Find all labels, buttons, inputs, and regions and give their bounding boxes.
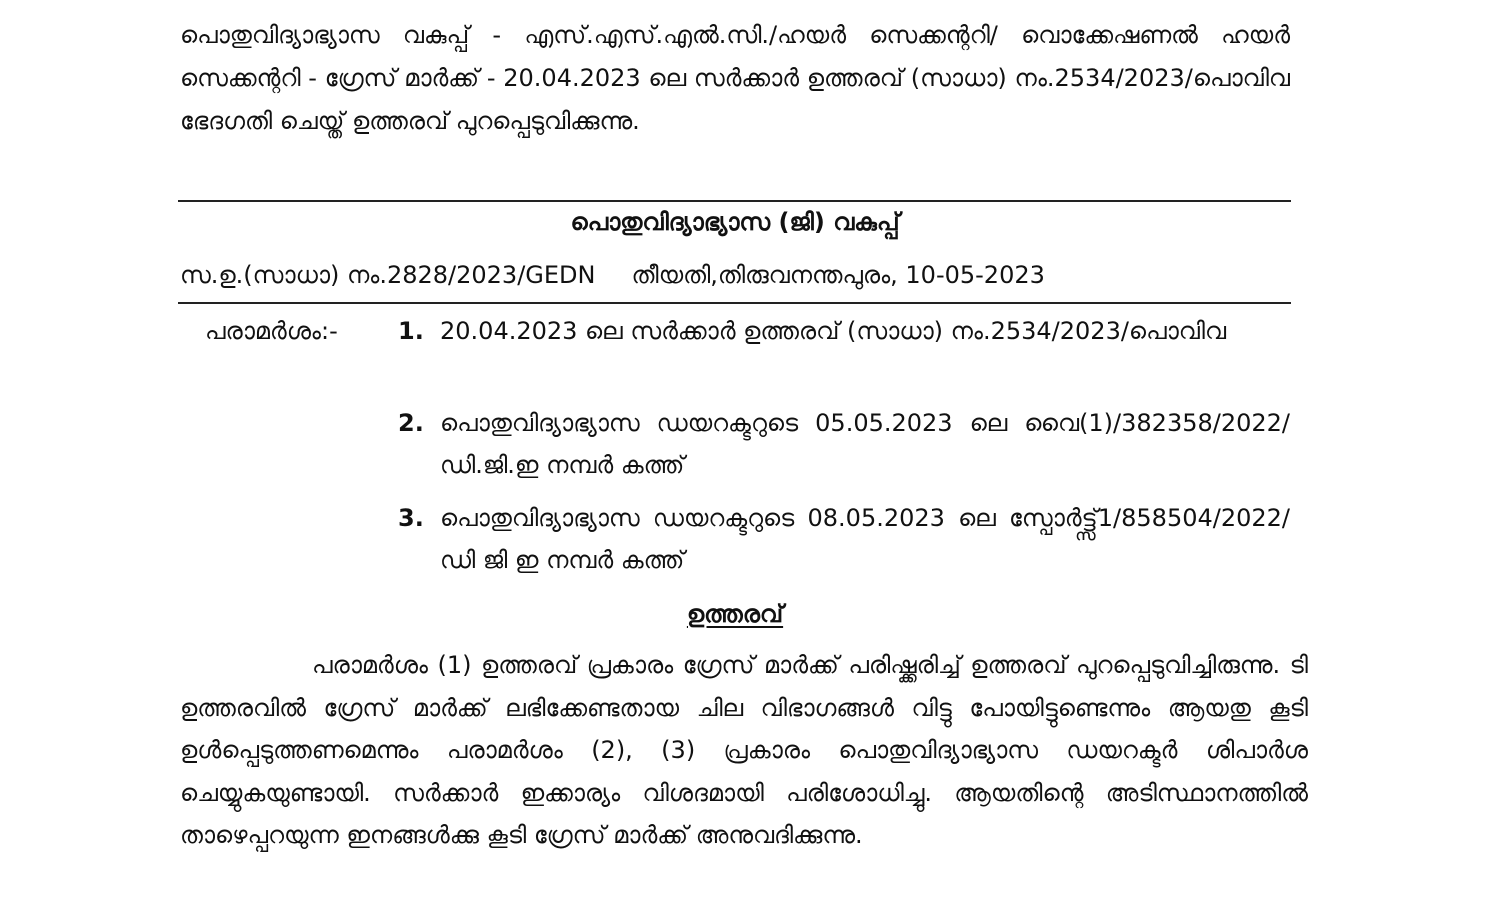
bottom-divider [178, 302, 1291, 304]
order-subject: പൊതുവിദ്യാഭ്യാസ വകുപ്പ് - എസ്.എസ്.എൽ.സി./ഹയർ സെക്കന്ററി/ വൊക്കേഷണൽ ഹയർ സെക്കന്ററി - ഗ്രേസ് മാർക്ക് - 20.04.2023 ലെ സർക്കാർ ഉത്തരവ് (സാധാ) നം.2534/2023/പൊവിവ ഭേദഗതി ചെയ്ത് ഉത്തരവ് പുറപ്പെടുവിക്കുന്നു. [180, 21, 1290, 135]
references-label: പരാമർശം:- [205, 317, 338, 345]
order-heading-text: ഉത്തരവ് [686, 600, 784, 628]
reference-text: പൊതുവിദ്യാഭ്യാസ ഡയറക്ടറുടെ 08.05.2023 ലെ സ്പോർട്ട്സ്1/858504/2022/ഡി ജി ഇ നമ്പർ കത്ത് [440, 504, 1290, 574]
reference-number: 1. [398, 317, 424, 345]
order-heading [180, 594, 1290, 634]
reference-text: പൊതുവിദ്യാഭ്യാസ ഡയറക്ടറുടെ 05.05.2023 ലെ വൈ(1)/382358/2022/ഡി.ജി.ഇ നമ്പർ കത്ത് [440, 409, 1290, 479]
order-body-paragraph: പരാമർശം (1) ഉത്തരവ് പ്രകാരം ഗ്രേസ് മാർക്ക് പരിഷ്ക്കരിച്ച് ഉത്തരവ് പുറപ്പെടുവിച്ചിരുന്നു. ടി ഉത്തരവിൽ ഗ്രേസ് മാർക്ക് ലഭിക്കേണ്ടതായ ചില വിഭാഗങ്ങൾ വിട്ടു പോയിട്ടുണ്ടെന്നും ആയതു കൂടി ഉൾപ്പെടുത്തണമെന്നും പരാമർശം (2), (3) പ്രകാരം പൊതുവിദ്യാഭ്യാസ ഡയറക്ടർ ശിപാർശ ചെയ്യുകയുണ്ടായി. സർക്കാർ ഇക്കാര്യം വിശദമായി പരിശോധിച്ചു. ആയതിന്റെ അടിസ്ഥാനത്തിൽ താഴെപ്പറയുന്ന ഇനങ്ങൾക്കു കൂടി ഗ്രേസ് മാർക്ക് അനുവദിക്കുന്നു. [180, 651, 1308, 849]
top-divider [178, 200, 1291, 202]
department-heading: പൊതുവിദ്യാഭ്യാസ (ജി) വകുപ്പ് [570, 208, 900, 236]
reference-item [398, 497, 1290, 581]
reference-text: 20.04.2023 ലെ സർക്കാർ ഉത്തരവ് (സാധാ) നം.2534/2023/പൊവിവ [440, 317, 1227, 345]
reference-item [398, 310, 1290, 352]
order-number: സ.ഉ.(സാധാ) നം.2828/2023/GEDN [180, 261, 596, 289]
order-number-line [180, 257, 1290, 293]
order-date-place: തീയതി,തിരുവനന്തപുരം, 10-05-2023 [631, 261, 1045, 289]
reference-item [398, 402, 1290, 486]
reference-number: 3. [398, 504, 424, 532]
reference-number: 2. [398, 409, 424, 437]
